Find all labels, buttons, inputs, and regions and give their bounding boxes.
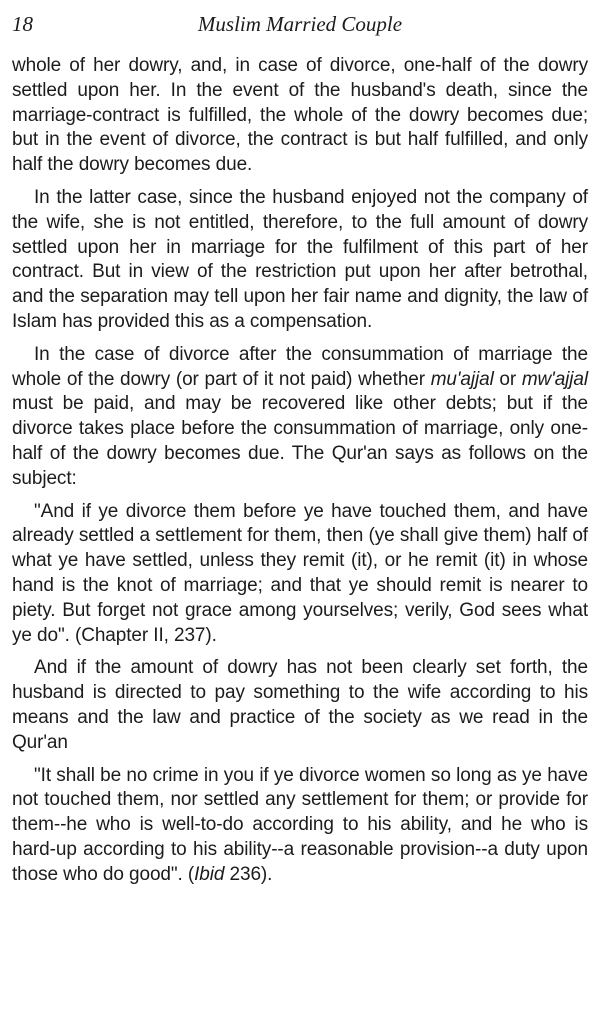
paragraph-amount-not-set: And if the amount of dowry has not been clearly set forth, the husband is directed to pay something to the wife according to his means and the law and practice of the society as we read in the Qur'an (12, 657, 588, 753)
quran-quote-236 (12, 764, 588, 888)
paragraph-consummation-text-a: In the case of divorce after the consummation of marriage the whole of the dowry (or part of it not paid) whether (12, 343, 588, 390)
term-mwajjal: mw'ajjal (521, 368, 588, 390)
page-header (12, 12, 588, 42)
quran-quote-237: "And if ye divorce them before ye have touched them, and have already settled a settlement for them, then (ye shall give them) half of what ye have settled, unless they remit (it), or he remit (it) in whose hand is the knot of marriage; and that ye should remit is nearer to piety. But forget not grace among yourselves; verily, God sees what ye do". (Chapter II, 237). (12, 500, 588, 646)
quran-quote-236-text-a: "It shall be no crime in you if ye divorce women so long as ye have not touched them, nor settled any settlement for them; or provide for them--he who is well-to-do according to his ability, and he who is hard-up according to his ability--a reasonable provision--a duty upon those who do good". ( (12, 764, 588, 885)
paragraph-consummation (12, 343, 588, 492)
paragraph-consummation-text-b: or (493, 368, 522, 390)
term-muajjal: mu'ajjal (430, 368, 494, 390)
body-text (12, 54, 588, 888)
running-title: Muslim Married Couple (197, 12, 403, 36)
quran-quote-236-text-b: 236). (224, 863, 273, 885)
paragraph-consummation-text-c: must be paid, and may be recovered like other debts; but if the divorce takes place before the consummation of marriage, only one-half of the dowry becomes due. The Qur'an says as follows on the subject: (12, 393, 588, 489)
page-number: 18 (12, 12, 33, 36)
book-page (12, 12, 588, 896)
paragraph-continuation: whole of her dowry, and, in case of divorce, one-half of the dowry settled upon her. In the event of the husband's death, since the marriage-contract is fulfilled, the whole of the dowry becomes due; but in the event of divorce, the contract is but half fulfilled, and only half the dowry becomes due. (12, 55, 588, 176)
paragraph-latter-case: In the latter case, since the husband enjoyed not the company of the wife, she is not entitled, therefore, to the full amount of dowry settled upon her in marriage for the fulfilment of this part of her contract. But in view of the restriction put upon her after betrothal, and the separation may tell upon her fair name and dignity, the law of Islam has provided this as a compensation. (12, 186, 588, 332)
citation-ibid: Ibid (194, 863, 225, 885)
